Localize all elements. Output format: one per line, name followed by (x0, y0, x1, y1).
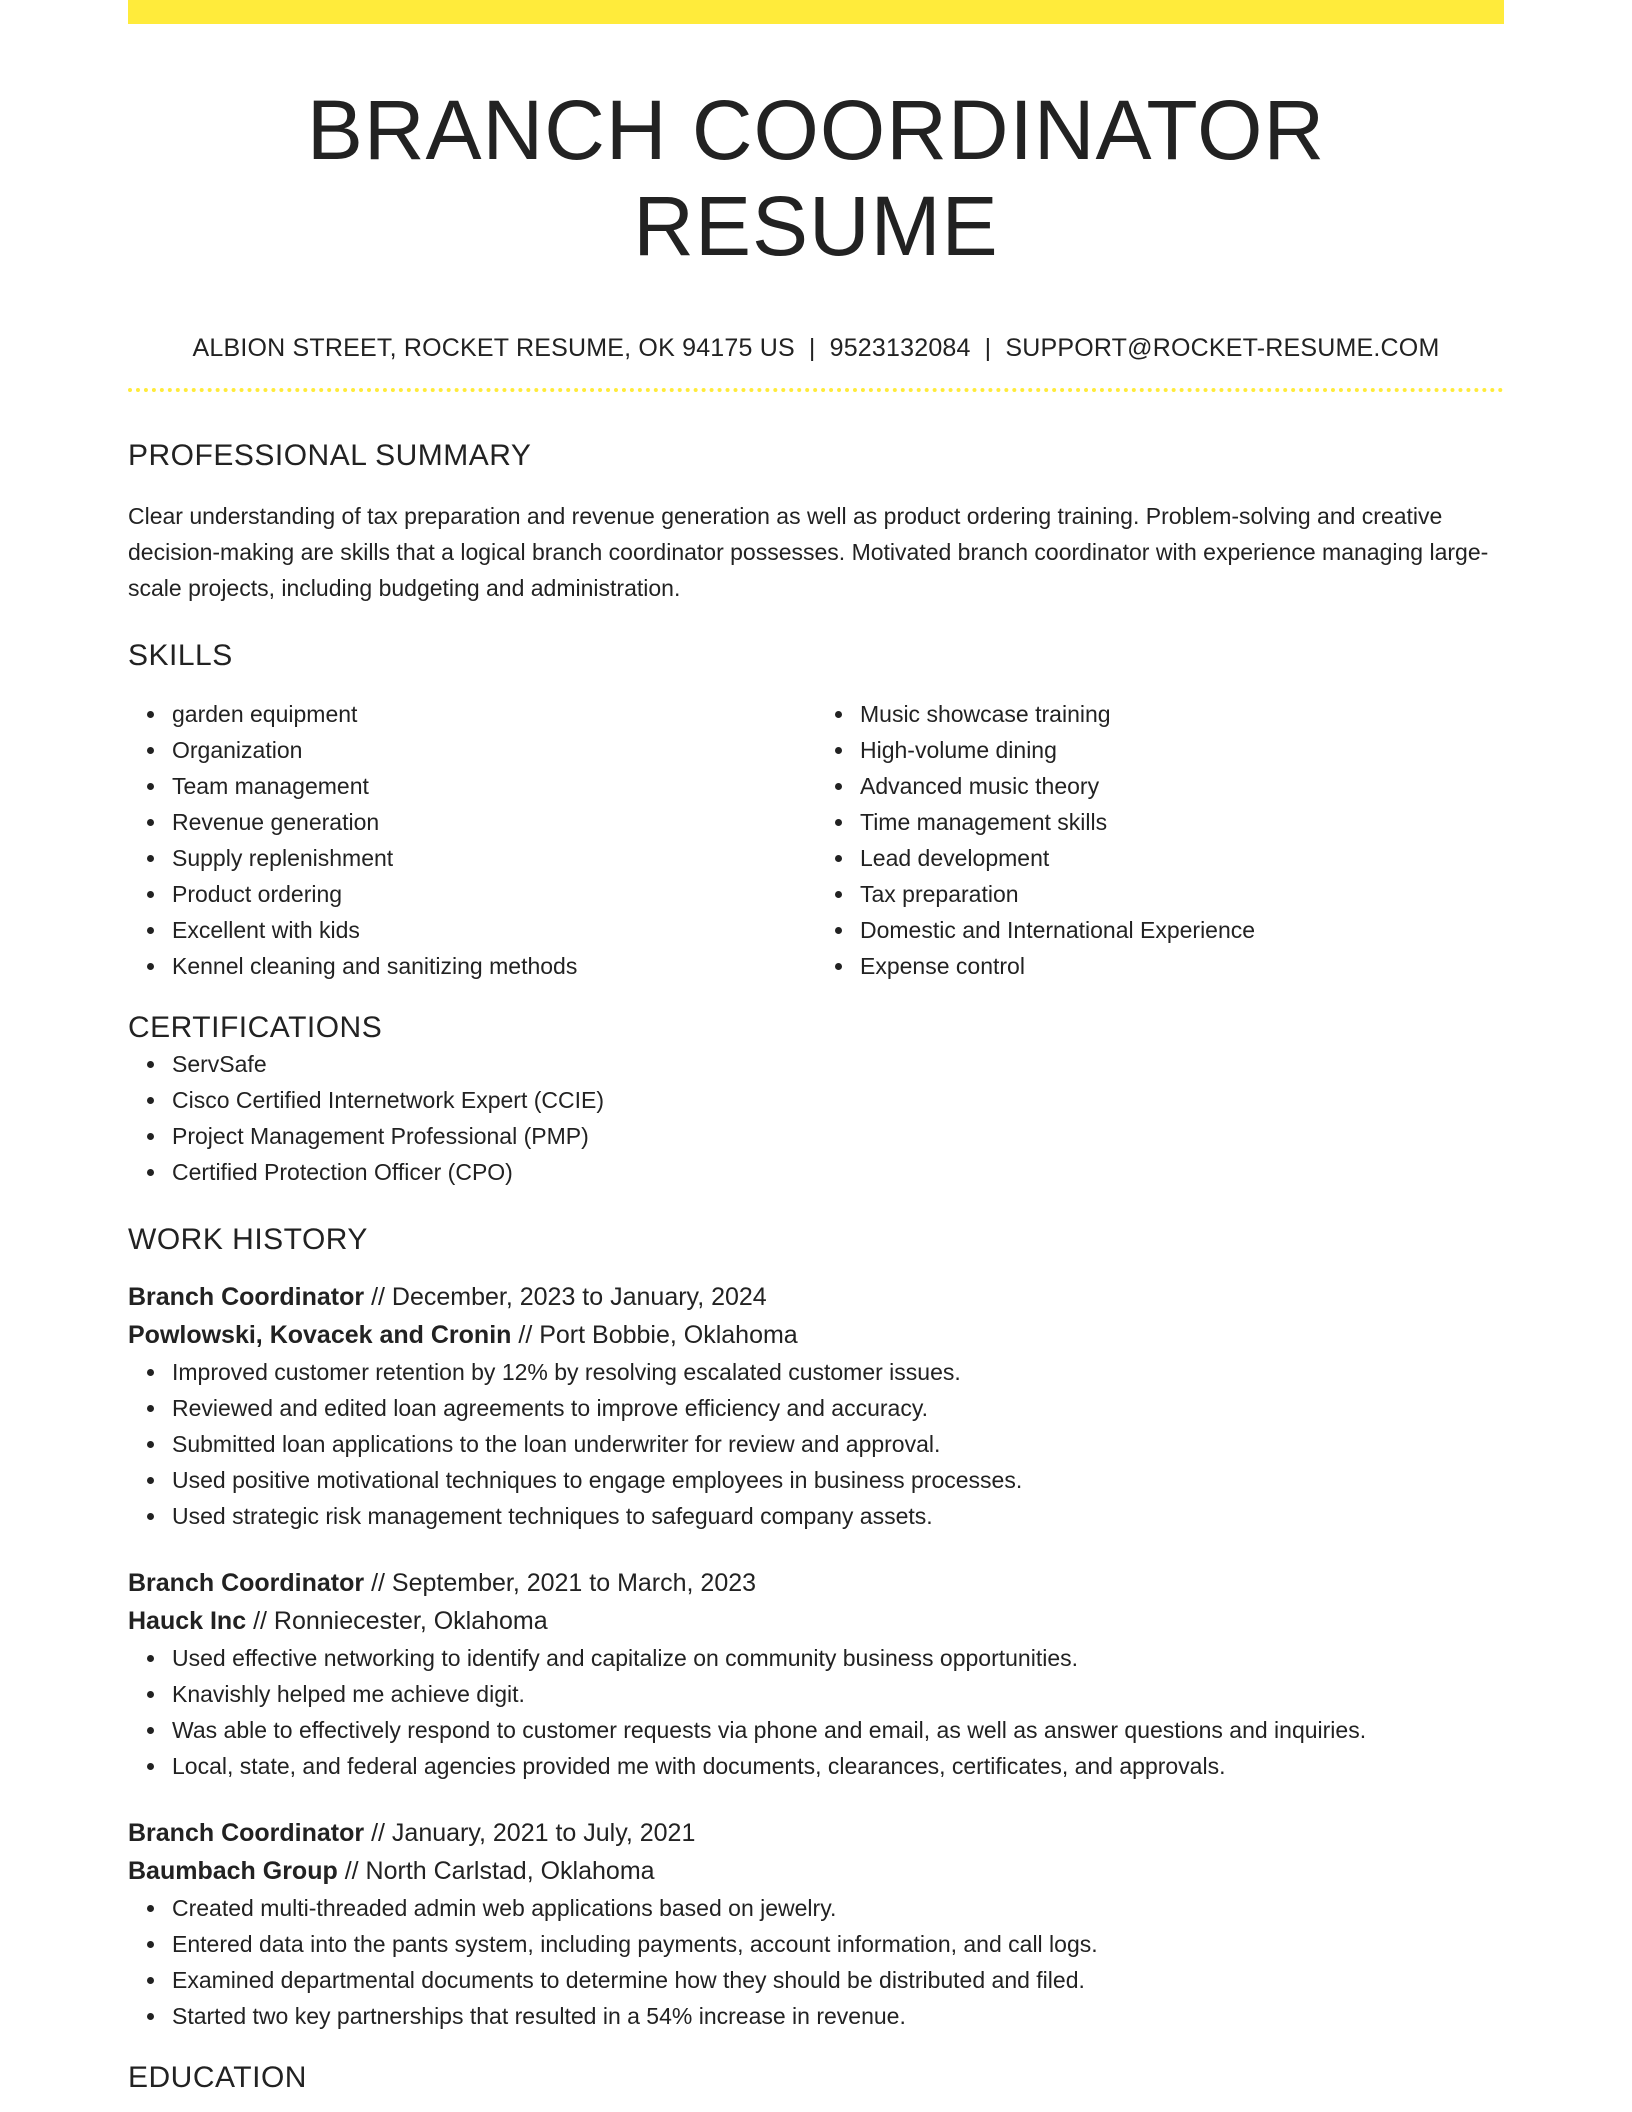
job-company: Baumbach Group (128, 1857, 338, 1885)
job-company: Hauck Inc (128, 1607, 247, 1635)
job-role-line (128, 1564, 1504, 1602)
job-location: // Ronniecester, Oklahoma (253, 1607, 548, 1635)
job-bullet-list (128, 1640, 1504, 1784)
skill-item: Excellent with kids (172, 912, 816, 948)
certification-item: Project Management Professional (PMP) (172, 1118, 1504, 1154)
certification-item: Certified Protection Officer (CPO) (172, 1154, 1504, 1190)
job-bullet: Submitted loan applications to the loan underwriter for review and approval. (172, 1426, 1504, 1462)
skill-item: Supply replenishment (172, 840, 816, 876)
skill-item: Kennel cleaning and sanitizing methods (172, 948, 816, 984)
skills-heading: SKILLS (128, 639, 233, 672)
job-bullet: Was able to effectively respond to customer requests via phone and email, as well as answer questions and inquiries. (172, 1712, 1504, 1748)
job-company-line (128, 1852, 1504, 1890)
certifications-heading: CERTIFICATIONS (128, 1011, 383, 1044)
contact-separator: | (984, 334, 992, 362)
education-heading: EDUCATION (128, 2061, 307, 2094)
contact-email: SUPPORT@ROCKET-RESUME.COM (1005, 334, 1440, 362)
skill-item: Team management (172, 768, 816, 804)
skill-item: Product ordering (172, 876, 816, 912)
skill-item: Tax preparation (860, 876, 1504, 912)
summary-heading: PROFESSIONAL SUMMARY (128, 439, 532, 472)
skill-item: High-volume dining (860, 732, 1504, 768)
skills-list-left (128, 696, 816, 984)
contact-line (128, 332, 1504, 364)
job-bullet: Created multi-threaded admin web applications based on jewelry. (172, 1890, 1504, 1926)
job-bullet: Examined departmental documents to determine how they should be distributed and filed. (172, 1962, 1504, 1998)
certification-item: Cisco Certified Internetwork Expert (CCIE) (172, 1082, 1504, 1118)
job-role-line (128, 1278, 1504, 1316)
job-company-line (128, 1316, 1504, 1354)
job-bullet-list (128, 1354, 1504, 1534)
job-bullet: Local, state, and federal agencies provided me with documents, clearances, certificates, and approvals. (172, 1748, 1504, 1784)
job-bullet: Used strategic risk management techniques to safeguard company assets. (172, 1498, 1504, 1534)
job-role-line (128, 1814, 1504, 1852)
job-bullet: Started two key partnerships that resulted in a 54% increase in revenue. (172, 1998, 1504, 2034)
job-bullet: Reviewed and edited loan agreements to improve efficiency and accuracy. (172, 1390, 1504, 1426)
job-company: Powlowski, Kovacek and Cronin (128, 1321, 512, 1349)
summary-text: Clear understanding of tax preparation and revenue generation as well as product ordering training. Problem-solving and creative decision-making are skills that a logical branch coordinator possesses. Motivated branch coordinator with experience managing large-scale projects, including budgeting and administration. (128, 503, 1489, 601)
job-location: // North Carlstad, Oklahoma (344, 1857, 655, 1885)
job-bullet: Entered data into the pants system, including payments, account information, and call logs. (172, 1926, 1504, 1962)
top-accent-bar (128, 0, 1504, 24)
job-dates: // September, 2021 to March, 2023 (371, 1569, 757, 1597)
skill-item: Revenue generation (172, 804, 816, 840)
job-role: Branch Coordinator (128, 1819, 365, 1847)
skill-item: garden equipment (172, 696, 816, 732)
job-bullet: Improved customer retention by 12% by resolving escalated customer issues. (172, 1354, 1504, 1390)
certification-item: ServSafe (172, 1046, 1504, 1082)
contact-separator: | (808, 334, 816, 362)
skill-item: Advanced music theory (860, 768, 1504, 804)
resume-title: BRANCH COORDINATOR RESUME (306, 83, 1326, 273)
job-dates: // January, 2021 to July, 2021 (371, 1819, 696, 1847)
certifications-list (128, 1046, 1504, 1190)
skill-item: Domestic and International Experience (860, 912, 1504, 948)
skill-item: Time management skills (860, 804, 1504, 840)
resume-page (128, 0, 1504, 2096)
job-location: // Port Bobbie, Oklahoma (518, 1321, 798, 1349)
job-bullet: Used effective networking to identify and capitalize on community business opportunities. (172, 1640, 1504, 1676)
skills-columns (128, 696, 1504, 984)
skill-item: Music showcase training (860, 696, 1504, 732)
dotted-divider (128, 388, 1504, 392)
job-company-line (128, 1602, 1504, 1640)
contact-address: ALBION STREET, ROCKET RESUME, OK 94175 US (192, 334, 795, 362)
skills-list-right (816, 696, 1504, 984)
job-role: Branch Coordinator (128, 1569, 365, 1597)
job-dates: // December, 2023 to January, 2024 (371, 1283, 767, 1311)
job-bullet: Used positive motivational techniques to engage employees in business processes. (172, 1462, 1504, 1498)
skill-item: Expense control (860, 948, 1504, 984)
skill-item: Organization (172, 732, 816, 768)
work-history-heading: WORK HISTORY (128, 1223, 368, 1256)
job-bullet-list (128, 1890, 1504, 2034)
job-role: Branch Coordinator (128, 1283, 365, 1311)
job-bullet: Knavishly helped me achieve digit. (172, 1676, 1504, 1712)
contact-phone: 9523132084 (829, 334, 971, 362)
skill-item: Lead development (860, 840, 1504, 876)
